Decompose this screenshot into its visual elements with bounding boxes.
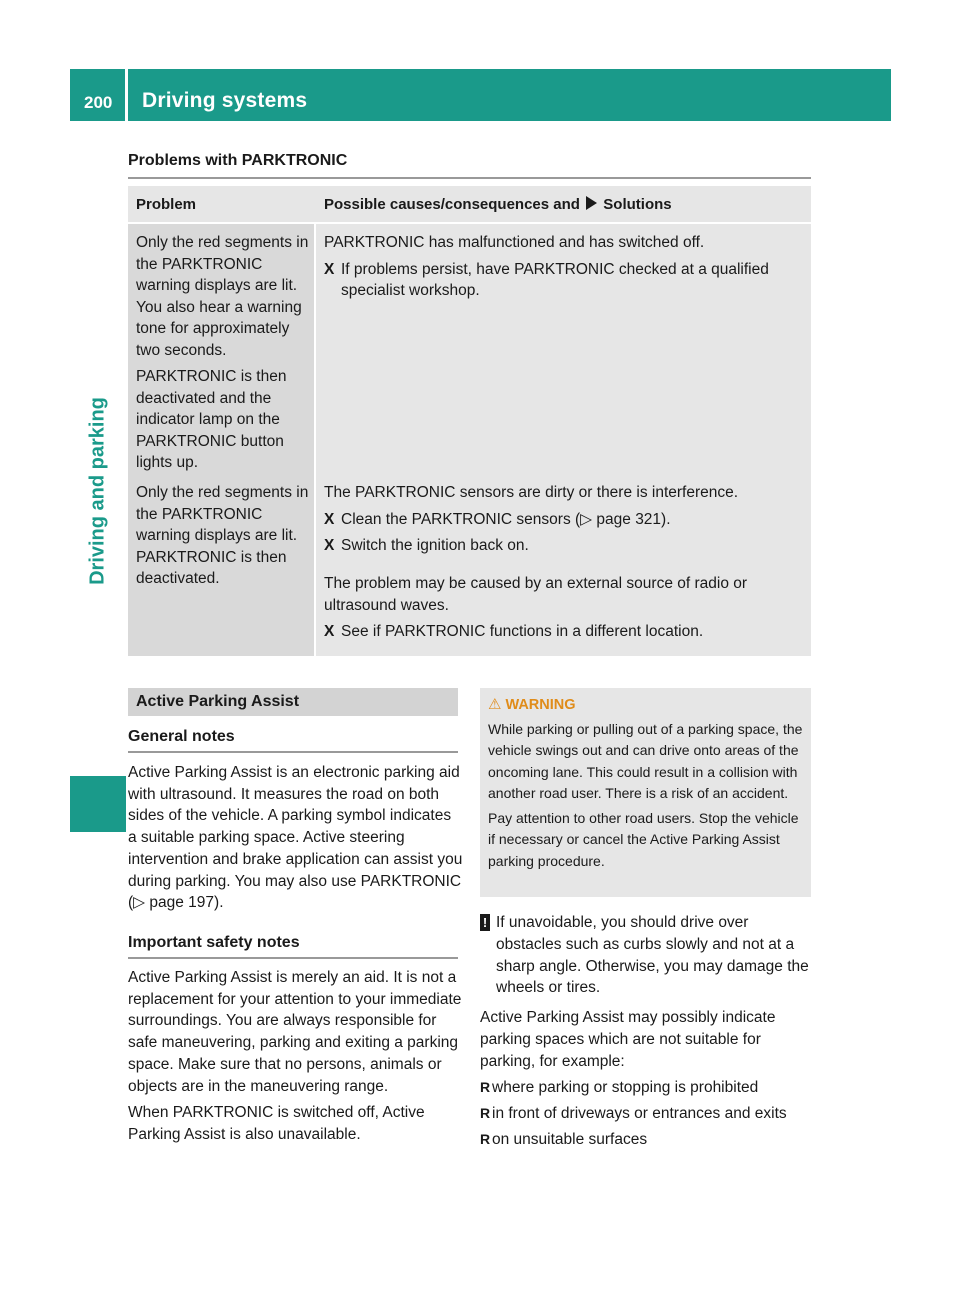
side-tab-text — [70, 371, 126, 611]
cause-text: The PARKTRONIC sensors are dirty or there is interference. — [324, 484, 739, 501]
action-bullet-icon: X — [324, 537, 335, 554]
table-row-2-solution-b — [316, 566, 811, 652]
warning-body — [488, 719, 806, 876]
note-block — [480, 912, 815, 999]
safety-notes-heading: Important safety notes — [128, 934, 300, 951]
bullet-icon: R — [480, 1105, 491, 1122]
action-bullet-icon: X — [324, 623, 335, 640]
section-rule — [128, 177, 811, 179]
list-item — [480, 1077, 815, 1099]
table-row-2-solution-a — [316, 472, 811, 564]
warning-label: WARNING — [505, 697, 576, 713]
table-header — [128, 186, 811, 222]
general-notes-body — [128, 762, 463, 919]
list-item — [480, 1129, 815, 1151]
arrow-icon — [586, 196, 597, 210]
safety-notes-body — [128, 967, 463, 1151]
list-item — [324, 621, 801, 643]
table-row-2-problem — [128, 472, 314, 652]
exclamation-icon: ! — [480, 914, 490, 931]
general-notes-rule — [128, 751, 458, 753]
list-item — [324, 535, 801, 557]
general-notes-heading: General notes — [128, 728, 235, 745]
paragraph: Active Parking Assist is merely an aid. It is not a replacement for your attention to your immediate surroundings. You are always responsible for safe maneuvering, parking and exiting a parking space. Make sure that no persons, animals or objects are in the maneuvering range. — [128, 969, 462, 1095]
paragraph: While parking or pulling out of a parking space, the vehicle swings out and can drive onto areas of the oncoming lane. This could result in a collision with another road user. There is a risk of an accident. — [488, 721, 803, 801]
safety-notes-rule — [128, 957, 458, 959]
warning-heading — [488, 695, 576, 713]
side-tab-label: Driving and parking — [86, 397, 109, 585]
action-bullet-icon: X — [324, 260, 335, 278]
list-item-text: where parking or stopping is prohibited — [492, 1079, 759, 1097]
chapter-title: Driving systems — [142, 89, 308, 112]
warning-triangle-icon: ⚠ — [488, 696, 502, 713]
list-item-text: in front of driveways or entrances and exits — [492, 1105, 787, 1123]
action-bullet-icon: X — [324, 510, 335, 528]
paragraph: Pay attention to other road users. Stop the vehicle if necessary or cancel the Active Parking Assist parking procedure. — [488, 810, 799, 869]
solution-text: Switch the ignition back on. — [341, 537, 529, 554]
page-number: 200 — [84, 93, 113, 112]
side-tab — [70, 121, 126, 1181]
col-solutions-suffix: Solutions — [603, 196, 672, 213]
table-section-title: Problems with PARKTRONIC — [128, 152, 348, 169]
cause-text: The problem may be caused by an external source of radio or ultrasound waves. — [324, 575, 748, 614]
paragraph: Active Parking Assist may possibly indicate parking spaces which are not suitable for parking, for example: — [480, 1009, 776, 1070]
problem-text: PARKTRONIC is then deactivated and the indicator lamp on the PARKTRONIC button lights up. — [136, 368, 287, 471]
problem-text: Only the red segments in the PARKTRONIC warning displays are lit. PARKTRONIC is then deactivated. — [136, 484, 309, 587]
col-solutions-header — [324, 196, 672, 213]
col-problem-header: Problem — [136, 196, 197, 213]
bullet-icon: R — [480, 1130, 491, 1147]
solution-text: See if PARKTRONIC functions in a different location. — [341, 623, 704, 640]
list-item — [480, 1103, 815, 1125]
side-tab-marker — [70, 776, 126, 832]
note-text: If unavoidable, you should drive over obstacles such as curbs slowly and not at a sharp angle. Otherwise, you may damage the wheels or tires. — [496, 914, 809, 997]
page-header — [70, 69, 891, 121]
unsuitable-spaces — [480, 1007, 815, 1155]
paragraph: When PARKTRONIC is switched off, Active Parking Assist is also unavailable. — [128, 1104, 425, 1143]
unsuitable-list — [480, 1077, 815, 1150]
bullet-icon: R — [480, 1079, 491, 1096]
list-item — [324, 509, 801, 531]
header-divider — [125, 69, 128, 121]
paragraph: Active Parking Assist is an electronic parking aid with ultrasound. It measures the road on both sides of the vehicle. A parking symbol indicates a suitable parking space. Active steering intervention and brake application can assist you during parking. You may also use PARKTRONIC (▷ page 197). — [128, 764, 463, 912]
active-parking-heading — [128, 688, 458, 716]
warning-box — [480, 688, 811, 897]
solution-text: If problems persist, have PARKTRONIC checked at a qualified specialist workshop. — [341, 260, 769, 299]
list-item — [324, 259, 801, 302]
cause-text: PARKTRONIC has malfunctioned and has switched off. — [324, 234, 705, 251]
solution-text: Clean the PARKTRONIC sensors (▷ page 321). — [341, 510, 671, 528]
list-item-text: on unsuitable surfaces — [492, 1130, 648, 1148]
problem-text: Only the red segments in the PARKTRONIC warning displays are lit. You also hear a warning tone for approximately two seconds. — [136, 234, 309, 359]
active-parking-title: Active Parking Assist — [136, 693, 300, 710]
col-solutions-prefix: Possible causes/consequences and — [324, 196, 580, 213]
